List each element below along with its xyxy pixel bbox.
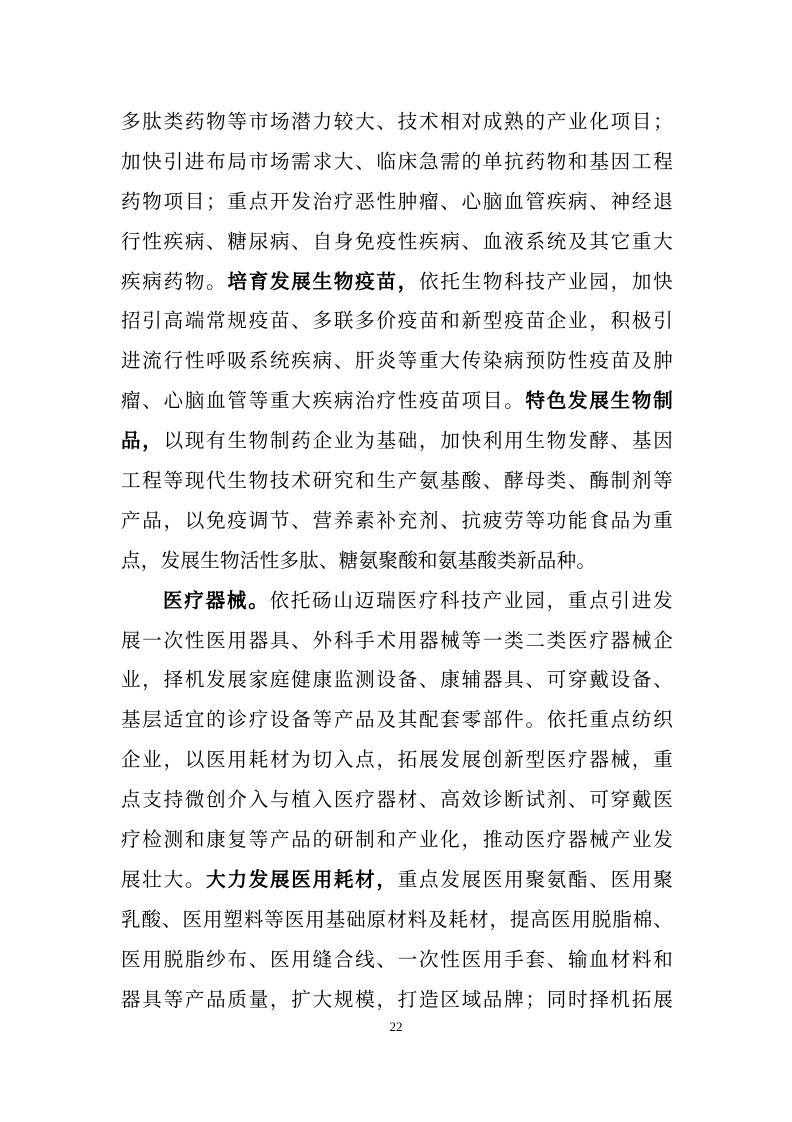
body-text-run: 器具等产品质量，扩大规模，打造区域品牌；同时择机拓展: [121, 987, 673, 1011]
body-text-run: 企业，以医用耗材为切入点，拓展发展创新型医疗器械，重: [121, 748, 673, 772]
body-text-run: 依托生物科技产业园，加快: [419, 269, 673, 293]
text-line: [121, 501, 673, 541]
body-text-run: 工程等现代生物技术研究和生产氨基酸、酵母类、酶制剂等: [121, 469, 673, 493]
body-text-run: 依托砀山迈瑞医疗科技产业园，重点引进发: [269, 588, 673, 612]
text-line: [121, 541, 673, 581]
text-line: [121, 780, 673, 820]
text-line: [121, 182, 673, 222]
body-text-run: 基层适宜的诊疗设备等产品及其配套零部件。依托重点纺织: [121, 708, 673, 732]
body-text-run: 疾病药物。: [121, 269, 228, 293]
text-line: [121, 860, 673, 900]
page-number: 22: [389, 1019, 403, 1034]
body-text-run: 展一次性医用器具、外科手术用器械等一类二类医疗器械企: [121, 628, 673, 652]
text-line: [121, 102, 673, 142]
body-text-run: 瘤、心脑血管等重大疾病治疗性疫苗项目。: [121, 389, 526, 413]
body-text-run: 重点发展医用聚氨酯、医用聚: [397, 867, 674, 891]
text-line: [121, 421, 673, 461]
bold-heading-text: 品，: [121, 429, 164, 453]
body-text-run: 点支持微创介入与植入医疗器材、高效诊断试剂、可穿戴医: [121, 788, 673, 812]
body-text-run: 乳酸、医用塑料等医用基础原材料及耗材，提高医用脱脂棉、: [121, 907, 673, 931]
text-line: [121, 142, 673, 182]
body-text-run: 医用脱脂纱布、医用缝合线、一次性医用手套、输血材料和: [121, 947, 673, 971]
body-text-run: 疗检测和康复等产品的研制和产业化，推动医疗器械产业发: [121, 828, 673, 852]
text-line: [121, 660, 673, 700]
text-line: [121, 980, 673, 1020]
bold-heading-text: 培育发展生物疫苗，: [227, 269, 420, 293]
body-text-run: 展壮大。: [121, 867, 207, 891]
text-line: [121, 900, 673, 940]
text-line: [121, 700, 673, 740]
text-line: [121, 461, 673, 501]
body-text-run: 药物项目；重点开发治疗恶性肿瘤、心脑血管疾病、神经退: [121, 189, 673, 213]
text-line: [121, 381, 673, 421]
bold-heading-text: 医疗器械。: [163, 588, 270, 612]
body-text-run: 进流行性呼吸系统疾病、肝炎等重大传染病预防性疫苗及肿: [121, 349, 673, 373]
text-line: [121, 222, 673, 262]
text-line: [121, 341, 673, 381]
text-line: [121, 262, 673, 302]
text-line: [121, 740, 673, 780]
body-text-run: 多肽类药物等市场潜力较大、技术相对成熟的产业化项目；: [121, 110, 673, 133]
text-line: [121, 581, 673, 621]
text-line: [121, 820, 673, 860]
body-text-run: 加快引进布局市场需求大、临床急需的单抗药物和基因工程: [121, 149, 673, 173]
bold-heading-text: 特色发展生物制: [525, 389, 673, 413]
body-text-run: 行性疾病、糖尿病、自身免疫性疾病、血液系统及其它重大: [121, 229, 673, 253]
body-text-run: 以现有生物制药企业为基础，加快利用生物发酵、基因: [163, 429, 673, 453]
text-line: [121, 940, 673, 980]
bold-heading-text: 大力发展医用耗材，: [206, 867, 398, 891]
body-text-run: 招引高端常规疫苗、多联多价疫苗和新型疫苗企业，积极引: [121, 309, 673, 333]
body-text: [121, 102, 673, 1019]
body-text-run: 业，择机发展家庭健康监测设备、康辅器具、可穿戴设备、: [121, 668, 673, 692]
text-line: [121, 301, 673, 341]
text-line: [121, 621, 673, 661]
body-text-run: 产品，以免疫调节、营养素补充剂、抗疲劳等功能食品为重: [121, 508, 673, 532]
body-text-run: 点，发展生物活性多肽、糖氨聚酸和氨基酸类新品种。: [121, 548, 597, 572]
